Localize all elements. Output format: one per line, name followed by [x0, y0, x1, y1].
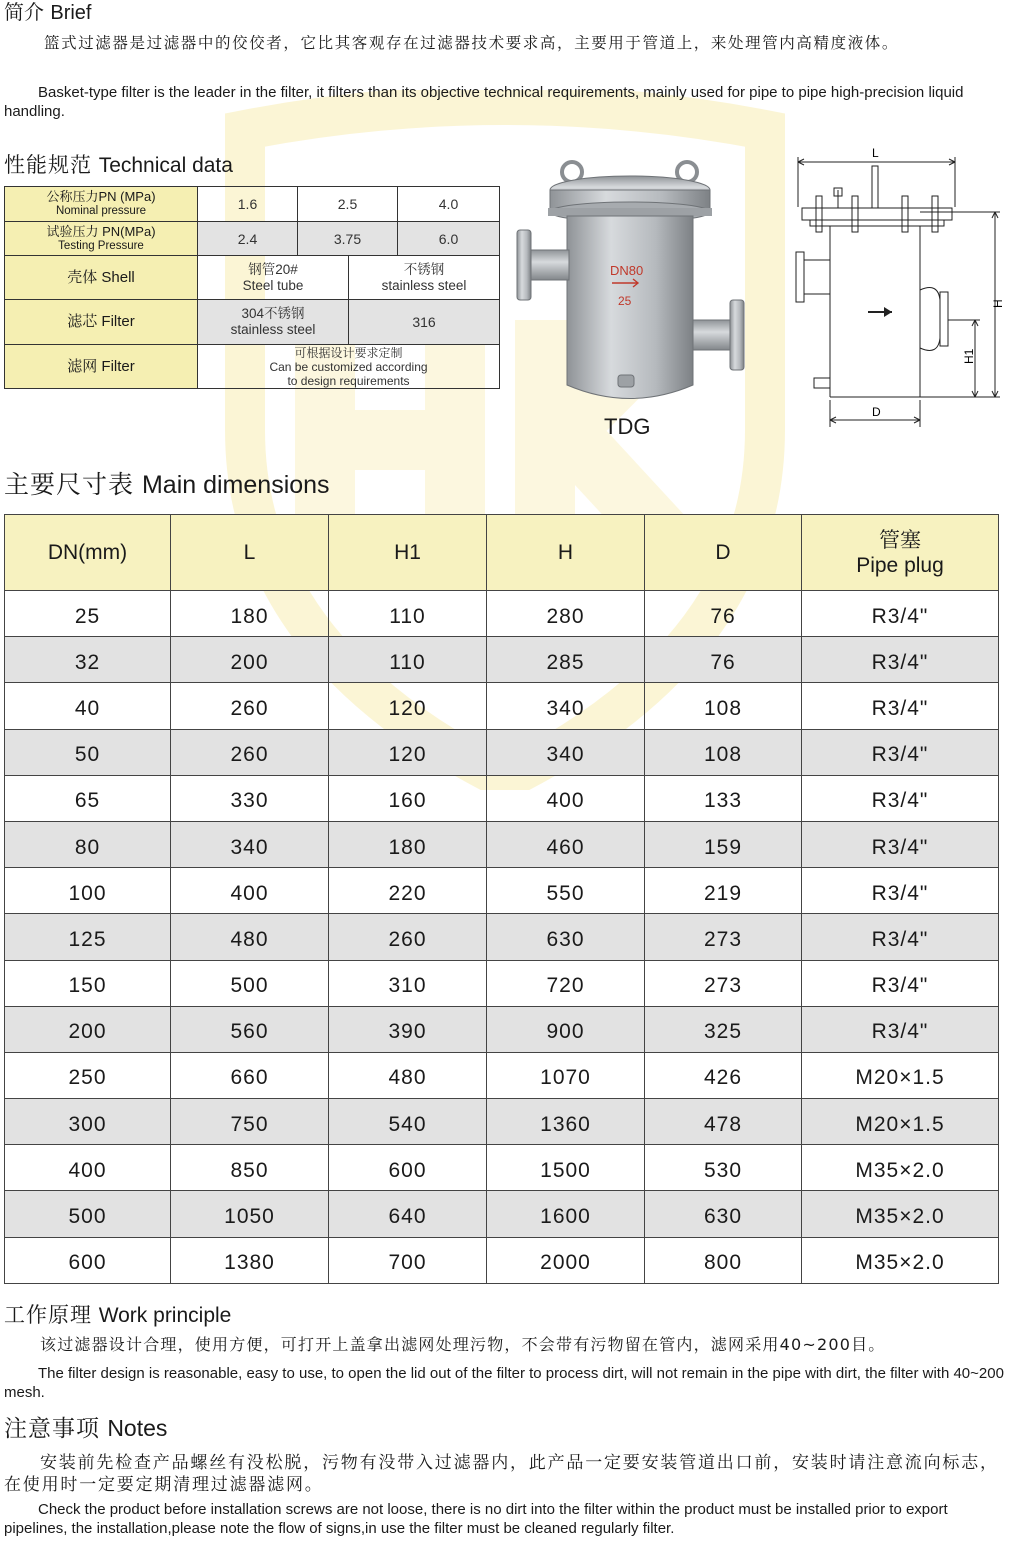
cell-h: 1600: [487, 1191, 645, 1237]
cell-dn: 125: [5, 914, 171, 960]
cell-dn: 200: [5, 1006, 171, 1052]
technical-table: [4, 186, 500, 389]
pipe-plug-header-en: Pipe plug: [856, 553, 944, 577]
column-header-dn: DN(mm): [5, 515, 171, 591]
brief-heading: [4, 0, 91, 25]
brief-heading-en: Brief: [50, 2, 92, 24]
cell-pipe-plug: M20×1.5: [802, 1099, 999, 1145]
filter-core-value-304: [198, 300, 349, 345]
technical-heading-en: Technical data: [98, 154, 233, 177]
cell-l: 200: [171, 637, 329, 683]
product-photo: [512, 150, 747, 415]
cell-h1: 600: [329, 1145, 487, 1191]
cell-d: 76: [645, 591, 802, 637]
cell-h1: 640: [329, 1191, 487, 1237]
table-row: [5, 1237, 999, 1283]
filter-mesh-value-cn: 可根据设计要求定制: [294, 345, 403, 360]
cell-pipe-plug: R3/4": [802, 729, 999, 775]
cell-h: 720: [487, 960, 645, 1006]
table-row: [5, 1099, 999, 1145]
cell-d: 219: [645, 868, 802, 914]
cell-h1: 260: [329, 914, 487, 960]
testing-value: 2.4: [198, 222, 298, 256]
cell-dn: 600: [5, 1237, 171, 1283]
cell-d: 325: [645, 1006, 802, 1052]
cell-pipe-plug: M35×2.0: [802, 1191, 999, 1237]
testing-label: [5, 222, 198, 256]
notes-heading-cn: 注意事项: [4, 1416, 100, 1442]
cell-d: 108: [645, 683, 802, 729]
table-row: [5, 729, 999, 775]
photo-marking-pressure: 25: [618, 294, 632, 308]
cell-h: 285: [487, 637, 645, 683]
dimension-drawing: [790, 142, 1015, 432]
table-row: [5, 637, 999, 683]
cell-pipe-plug: M35×2.0: [802, 1237, 999, 1283]
cell-pipe-plug: R3/4": [802, 821, 999, 867]
cell-h: 550: [487, 868, 645, 914]
brief-heading-cn: 简介: [4, 0, 44, 24]
cell-h: 1070: [487, 1052, 645, 1098]
table-row: [5, 1191, 999, 1237]
cell-pipe-plug: R3/4": [802, 868, 999, 914]
table-row: [5, 1006, 999, 1052]
cell-dn: 500: [5, 1191, 171, 1237]
cell-d: 800: [645, 1237, 802, 1283]
nominal-label-cn: 公称压力PN (MPa): [46, 189, 156, 204]
cell-l: 1380: [171, 1237, 329, 1283]
work-text-cn: 该过滤器设计合理，使用方便，可打开上盖拿出滤网处理污物，不会带有污物留在管内，滤网采用40~200目。: [40, 1335, 886, 1354]
filter-mesh-value-en1: Can be customized according: [269, 359, 428, 374]
cell-h: 1500: [487, 1145, 645, 1191]
brief-text-en: Basket-type filter is the leader in the filter, it filters than its objective technical requirements, mainly used for pipe to pipe high-precision liquid handling.: [4, 84, 964, 120]
table-row: [5, 821, 999, 867]
cell-dn: 150: [5, 960, 171, 1006]
cell-h: 630: [487, 914, 645, 960]
table-row: [5, 775, 999, 821]
testing-label-en: Testing Pressure: [58, 239, 144, 252]
work-heading: [4, 1302, 231, 1329]
cell-pipe-plug: R3/4": [802, 775, 999, 821]
cell-pipe-plug: R3/4": [802, 914, 999, 960]
cell-h1: 120: [329, 683, 487, 729]
testing-value: 3.75: [298, 222, 398, 256]
cell-l: 260: [171, 683, 329, 729]
cell-dn: 65: [5, 775, 171, 821]
cell-l: 480: [171, 914, 329, 960]
technical-heading-cn: 性能规范: [4, 153, 92, 177]
brief-text-cn: 篮式过滤器是过滤器中的佼佼者，它比其客观存在过滤器技术要求高，主要用于管道上，来处理管内高精度液体。: [44, 34, 900, 52]
filter-core-value-316: 316: [349, 300, 500, 345]
filter-core-value-304-en: stainless steel: [230, 322, 316, 337]
drawing-label-h: H: [991, 299, 1005, 308]
cell-dn: 100: [5, 868, 171, 914]
drawing-label-l: L: [872, 146, 879, 160]
shell-value-steel: [198, 256, 349, 300]
cell-h1: 120: [329, 729, 487, 775]
dimensions-table: [4, 514, 999, 1284]
cell-d: 108: [645, 729, 802, 775]
testing-label-cn: 试验压力 PN(MPa): [46, 223, 156, 239]
cell-h: 340: [487, 729, 645, 775]
nominal-value: 4.0: [398, 187, 500, 222]
cell-d: 273: [645, 914, 802, 960]
table-row: [5, 591, 999, 637]
shell-value-stainless-en: stainless steel: [381, 277, 467, 293]
cell-d: 76: [645, 637, 802, 683]
cell-dn: 50: [5, 729, 171, 775]
drawing-label-h1: H1: [962, 348, 976, 364]
work-heading-en: Work principle: [98, 1304, 232, 1327]
cell-l: 750: [171, 1099, 329, 1145]
notes-heading: [4, 1414, 167, 1443]
cell-h: 1360: [487, 1099, 645, 1145]
cell-h1: 390: [329, 1006, 487, 1052]
cell-pipe-plug: R3/4": [802, 637, 999, 683]
table-row: [5, 868, 999, 914]
filter-mesh-label: 滤网 Filter: [5, 345, 198, 389]
notes-text-cn: 安装前先检查产品螺丝有没松脱，污物有没带入过滤器内，此产品一定要安装管道出口前，安装时请注意流向标志，在使用时一定要定期清理过滤器滤网。: [4, 1453, 999, 1495]
column-header-h1: H1: [329, 515, 487, 591]
cell-h1: 110: [329, 591, 487, 637]
filter-mesh-value: [198, 345, 500, 389]
shell-value-steel-en: Steel tube: [242, 277, 304, 293]
cell-l: 340: [171, 821, 329, 867]
cell-d: 133: [645, 775, 802, 821]
cell-pipe-plug: M20×1.5: [802, 1052, 999, 1098]
shell-value-steel-cn: 钢管20#: [248, 261, 298, 277]
table-row: [5, 1052, 999, 1098]
cell-l: 330: [171, 775, 329, 821]
dimensions-header-row: [5, 515, 999, 591]
notes-heading-en: Notes: [107, 1415, 168, 1441]
cell-l: 560: [171, 1006, 329, 1052]
table-row: [5, 960, 999, 1006]
work-text-en: The filter design is reasonable, easy to use, to open the lid out of the filter to process dirt, will not remain in the pipe with dirt, the filter with 40~200 mesh.: [4, 1365, 1004, 1401]
cell-d: 478: [645, 1099, 802, 1145]
cell-h1: 540: [329, 1099, 487, 1145]
cell-h1: 310: [329, 960, 487, 1006]
cell-h1: 110: [329, 637, 487, 683]
cell-pipe-plug: R3/4": [802, 1006, 999, 1052]
pipe-plug-header-cn: 管塞: [879, 528, 921, 552]
tech-row-testing: [5, 222, 500, 256]
cell-l: 850: [171, 1145, 329, 1191]
shell-label: 壳体 Shell: [5, 256, 198, 300]
cell-d: 630: [645, 1191, 802, 1237]
dimensions-heading: [4, 470, 330, 500]
photo-caption: TDG: [604, 414, 651, 439]
tech-row-filter-mesh: [5, 345, 500, 389]
cell-l: 260: [171, 729, 329, 775]
cell-h1: 220: [329, 868, 487, 914]
cell-dn: 25: [5, 591, 171, 637]
cell-d: 273: [645, 960, 802, 1006]
dimensions-heading-en: Main dimensions: [141, 471, 330, 499]
cell-dn: 250: [5, 1052, 171, 1098]
dimensions-body: [5, 591, 999, 1284]
cell-dn: 32: [5, 637, 171, 683]
column-header-l: L: [171, 515, 329, 591]
cell-dn: 80: [5, 821, 171, 867]
cell-dn: 400: [5, 1145, 171, 1191]
cell-h1: 160: [329, 775, 487, 821]
cell-d: 159: [645, 821, 802, 867]
nominal-value: 2.5: [298, 187, 398, 222]
nominal-label-en: Nominal pressure: [55, 205, 147, 217]
cell-h1: 480: [329, 1052, 487, 1098]
cell-pipe-plug: R3/4": [802, 683, 999, 729]
table-row: [5, 1145, 999, 1191]
cell-d: 426: [645, 1052, 802, 1098]
nominal-label: [5, 187, 198, 222]
tech-row-filter-core: [5, 300, 500, 345]
table-row: [5, 683, 999, 729]
shell-value-stainless: [349, 256, 500, 300]
cell-h1: 180: [329, 821, 487, 867]
filter-mesh-value-en2: to design requirements: [287, 373, 410, 388]
filter-core-value-304-cn: 304不锈钢: [241, 306, 305, 321]
cell-h: 400: [487, 775, 645, 821]
notes-text-en: Check the product before installation screws are not loose, there is no dirt into the filter within the product must be installed prior to export pipelines, the installation,please note the flow of signs,in use the filter must be cleaned regularly filter.: [4, 1501, 948, 1537]
cell-l: 1050: [171, 1191, 329, 1237]
table-row: [5, 914, 999, 960]
cell-d: 530: [645, 1145, 802, 1191]
drawing-label-d: D: [872, 405, 881, 419]
cell-l: 180: [171, 591, 329, 637]
shell-value-stainless-cn: 不锈钢: [403, 261, 445, 277]
cell-dn: 300: [5, 1099, 171, 1145]
tech-row-shell: [5, 256, 500, 300]
column-header-h: H: [487, 515, 645, 591]
work-heading-cn: 工作原理: [4, 1303, 92, 1327]
technical-heading: [4, 152, 233, 179]
filter-core-label: 滤芯 Filter: [5, 300, 198, 345]
cell-h: 2000: [487, 1237, 645, 1283]
dimensions-heading-cn: 主要尺寸表: [4, 470, 135, 499]
cell-pipe-plug: R3/4": [802, 960, 999, 1006]
cell-pipe-plug: R3/4": [802, 591, 999, 637]
nominal-value: 1.6: [198, 187, 298, 222]
column-header-pipe-plug: [802, 515, 999, 591]
cell-l: 660: [171, 1052, 329, 1098]
cell-h1: 700: [329, 1237, 487, 1283]
cell-pipe-plug: M35×2.0: [802, 1145, 999, 1191]
tech-row-nominal: [5, 187, 500, 222]
testing-value: 6.0: [398, 222, 500, 256]
column-header-d: D: [645, 515, 802, 591]
photo-marking-size: DN80: [610, 263, 644, 278]
cell-h: 340: [487, 683, 645, 729]
cell-l: 400: [171, 868, 329, 914]
cell-h: 900: [487, 1006, 645, 1052]
cell-dn: 40: [5, 683, 171, 729]
cell-l: 500: [171, 960, 329, 1006]
cell-h: 280: [487, 591, 645, 637]
cell-h: 460: [487, 821, 645, 867]
